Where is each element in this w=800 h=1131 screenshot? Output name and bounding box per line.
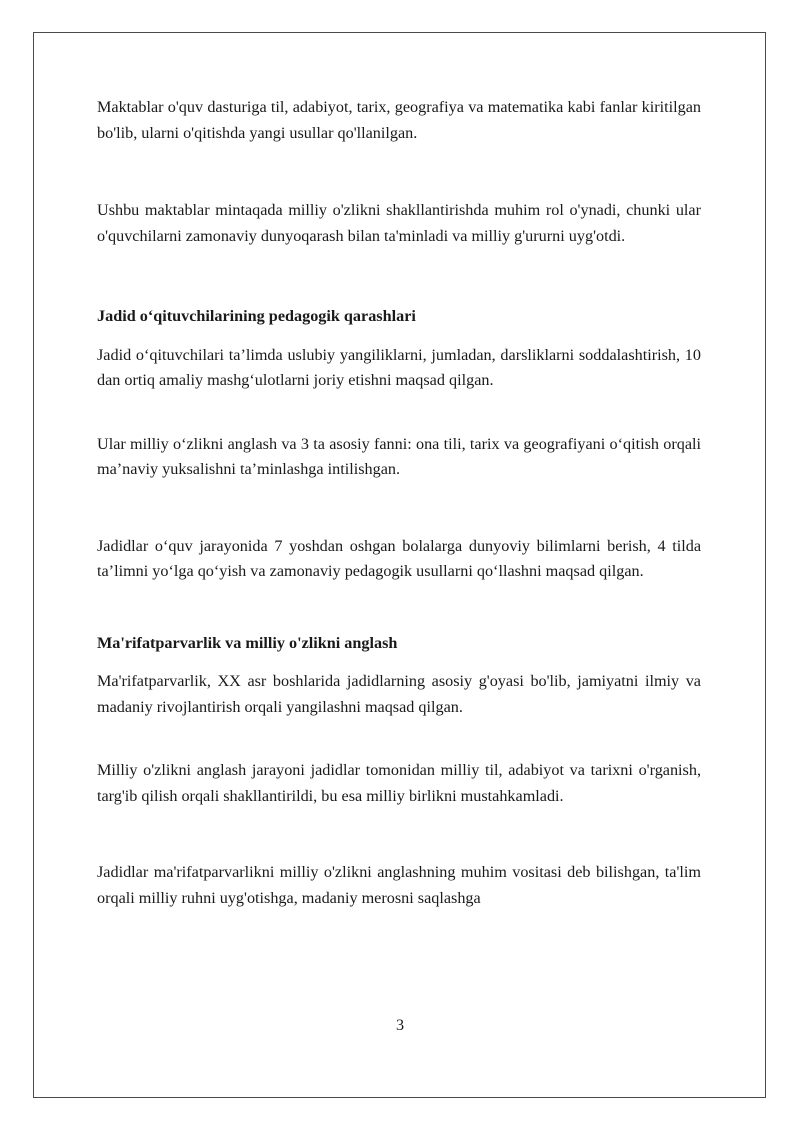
section-heading-enlightenment: Ma'rifatparvarlik va milliy o'zlikni anglash xyxy=(97,633,398,652)
paragraph-enlightenment-tool: Jadidlar ma'rifatparvarlikni milliy o'zlikni anglashning muhim vositasi deb bilishgan, ta'lim orqali milliy ruhni uyg'otishga, madaniy merosni saqlashga xyxy=(97,863,701,907)
document-body xyxy=(97,95,701,911)
page-number: 3 xyxy=(395,1016,405,1034)
paragraph-three-main-subjects: Ular milliy o‘zlikni anglash va 3 ta asosiy fanni: ona tili, tarix va geografiyani o‘qitish orqali ma’naviy yuksalishni ta’minlashga intilishgan. xyxy=(97,434,701,478)
section-heading-pedagogical-views: Jadid o‘qituvchilarining pedagogik qarashlari xyxy=(97,307,416,325)
paragraph-national-identity-role: Ushbu maktablar mintaqada milliy o'zlikni shakllantirishda muhim rol o'ynadi, chunki ular o'quvchilarni zamonaviy dunyoqarash bilan ta'minladi va milliy g'ururni uyg'otdi. xyxy=(97,201,701,245)
paragraph-secular-knowledge: Jadidlar o‘quv jarayonida 7 yoshdan oshgan bolalarga dunyoviy bilimlarni berish, 4 tilda ta’limni yo‘lga qo‘yish va zamonaviy pedagogik usullarni qo‘llashni maqsad qilgan. xyxy=(97,536,701,580)
paragraph-school-curriculum: Maktablar o'quv dasturiga til, adabiyot, tarix, geografiya va matematika kabi fanlar kiritilgan bo'lib, ularni o'qitishda yangi usullar qo'llanilgan. xyxy=(97,98,701,142)
paragraph-national-identity-process: Milliy o'zlikni anglash jarayoni jadidlar tomonidan milliy til, adabiyot va tarixni o'rganish, targ'ib qilish orqali shakllantirildi, bu esa milliy birlikni mustahkamladi. xyxy=(97,761,701,805)
paragraph-enlightenment-definition: Ma'rifatparvarlik, XX asr boshlarida jadidlarning asosiy g'oyasi bo'lib, jamiyatni ilmiy va madaniy rivojlantirish orqali yangilashni maqsad qilgan. xyxy=(97,672,701,716)
paragraph-methodological-innovations: Jadid o‘qituvchilari ta’limda uslubiy yangiliklarni, jumladan, darsliklarni soddalashtirish, 10 dan ortiq amaliy mashg‘ulotlarni joriy etishni maqsad qilgan. xyxy=(97,345,701,389)
